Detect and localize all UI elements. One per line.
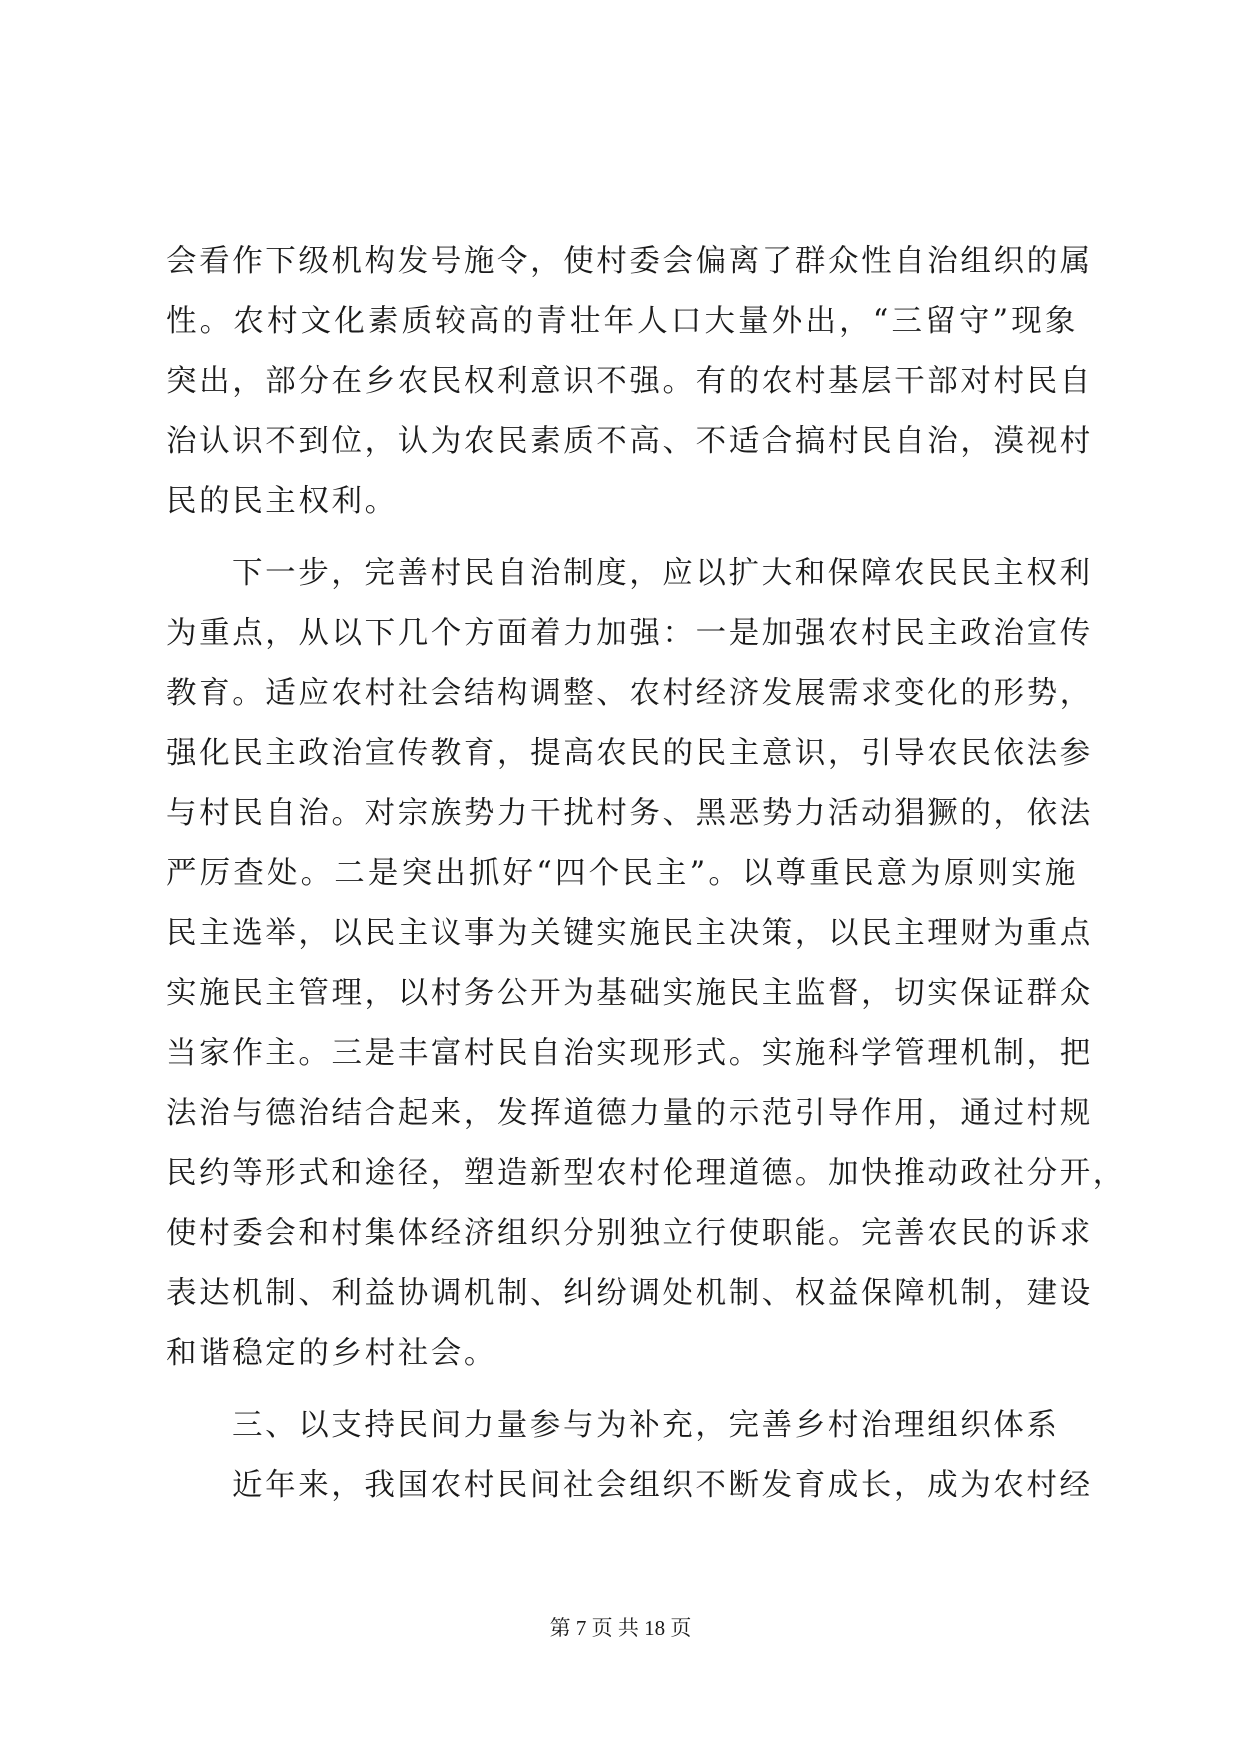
- page-footer: [0, 1613, 1241, 1643]
- paragraph-line: 法治与德治结合起来，发挥道德力量的示范引导作用，通过村规: [166, 1096, 1093, 1131]
- body-text: [166, 232, 1126, 1516]
- paragraph-line: 实施民主管理，以村务公开为基础实施民主监督，切实保证群众: [166, 976, 1093, 1011]
- paragraph-line: 近年来，我国农村民间社会组织不断发育成长，成为农村经: [232, 1468, 1093, 1503]
- page-number: 第 7 页 共 18 页: [549, 1616, 692, 1640]
- paragraph-line: 和谐稳定的乡村社会。: [166, 1336, 497, 1371]
- paragraph-line: 民约等形式和途径，塑造新型农村伦理道德。加快推动政社分开，: [166, 1156, 1126, 1191]
- paragraph-line: 治认识不到位，认为农民素质不高、不适合搞村民自治，漠视村: [166, 424, 1093, 459]
- paragraph-line: 为重点，从以下几个方面着力加强：一是加强农村民主政治宣传: [166, 616, 1093, 651]
- paragraph-line: 表达机制、利益协调机制、纠纷调处机制、权益保障机制，建设: [166, 1276, 1093, 1311]
- paragraph-line: 当家作主。三是丰富村民自治实现形式。实施科学管理机制，把: [166, 1036, 1093, 1071]
- paragraph-line: 突出，部分在乡农民权利意识不强。有的农村基层干部对村民自: [166, 364, 1093, 399]
- section-heading: 三、以支持民间力量参与为补充，完善乡村治理组织体系: [232, 1408, 1060, 1443]
- paragraph-line: 与村民自治。对宗族势力干扰村务、黑恶势力活动猖獗的，依法: [166, 796, 1093, 831]
- paragraph-line: 教育。适应农村社会结构调整、农村经济发展需求变化的形势，: [166, 676, 1093, 711]
- paragraph-line: 使村委会和村集体经济组织分别独立行使职能。完善农民的诉求: [166, 1216, 1093, 1251]
- paragraph-line: 民主选举，以民主议事为关键实施民主决策，以民主理财为重点: [166, 916, 1093, 951]
- paragraph-line: 严厉查处。二是突出抓好“四个民主”。以尊重民意为原则实施: [166, 856, 1078, 891]
- paragraph-line: 性。农村文化素质较高的青壮年人口大量外出，“三留守”现象: [166, 304, 1078, 339]
- paragraph-line: 民的民主权利。: [166, 484, 398, 519]
- paragraph-line: 会看作下级机构发号施令，使村委会偏离了群众性自治组织的属: [166, 244, 1093, 279]
- paragraph-line: 强化民主政治宣传教育，提高农民的民主意识，引导农民依法参: [166, 736, 1093, 771]
- paragraph-line: 下一步，完善村民自治制度，应以扩大和保障农民民主权利: [232, 556, 1093, 591]
